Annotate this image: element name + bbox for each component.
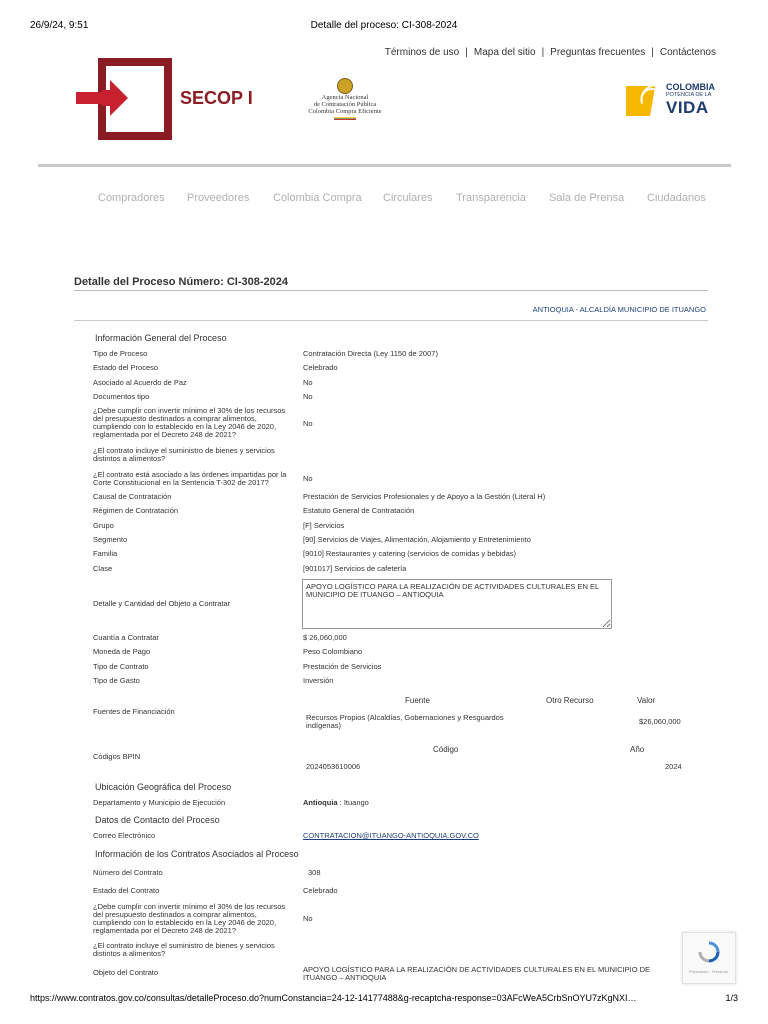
field-label: Causal de Contratación	[93, 492, 172, 501]
field-label: Segmento	[93, 535, 128, 544]
field-label: ¿El contrato incluye el suministro de bienes y servicios distintos a alimentos?	[93, 446, 275, 463]
title-divider	[74, 290, 708, 291]
financiacion-header-otro: Otro Recurso	[546, 696, 594, 705]
colombia-seal-icon	[337, 78, 353, 94]
contratos-section-title: Información de los Contratos Asociados al Proceso	[95, 849, 299, 859]
agency-line-3: Colombia Compra Eficiente	[308, 108, 382, 115]
field-label: Objeto del Contrato	[93, 968, 159, 977]
nav-item-sala-de-prensa[interactable]: Sala de Prensa	[549, 192, 625, 204]
financiacion-fuente: Recursos Propios (Alcaldías, Gobernaciones y Resguardos indígenas)	[306, 713, 504, 730]
contact-link[interactable]: Contáctenos	[659, 47, 716, 58]
field-value: Inversión	[303, 676, 334, 685]
recaptcha-icon	[698, 941, 720, 963]
field-value: $ 26,060,000	[303, 633, 347, 642]
print-datetime: 26/9/24, 9:51	[30, 20, 89, 31]
nav-item-circulares[interactable]: Circulares	[383, 192, 433, 204]
ubicacion-section-title: Ubicación Geográfica del Proceso	[95, 782, 232, 792]
field-value: [90] Servicios de Viajes, Alimentación, Alojamiento y Entretenimiento	[303, 535, 531, 544]
secop-logo[interactable]	[76, 58, 276, 140]
field-value: No	[303, 419, 313, 428]
field-value: No	[303, 914, 313, 923]
field-value: Peso Colombiano	[303, 647, 363, 656]
field-label: Clase	[93, 564, 113, 573]
field-label: Familia	[93, 549, 118, 558]
field-value: Estatuto General de Contratación	[303, 506, 415, 515]
financiacion-label: Fuentes de Financiación	[93, 707, 175, 716]
nav-item-colombia-compra[interactable]: Colombia Compra	[273, 192, 362, 204]
nav-item-ciudadanos[interactable]: Ciudadanos	[647, 192, 706, 204]
ubicacion-dept: Antioquia	[303, 798, 338, 807]
field-label: Moneda de Pago	[93, 647, 151, 656]
recaptcha-badge[interactable]	[682, 932, 736, 984]
field-value: Contratación Directa (Ley 1150 de 2007)	[303, 349, 438, 358]
top-links: Términos de uso | Mapa del sitio | Preguntas frecuentes | Contáctenos	[384, 47, 716, 58]
field-value: No	[303, 474, 313, 483]
bpin-anio: 2024	[665, 762, 682, 771]
financiacion-header-fuente: Fuente	[405, 696, 430, 705]
page-number: 1/3	[725, 993, 738, 1003]
ubicacion-value	[303, 799, 369, 807]
financiacion-header-valor: Valor	[637, 696, 656, 705]
field-value: Prestación de Servicios	[303, 662, 382, 671]
field-label: Asociado al Acuerdo de Paz	[93, 378, 187, 387]
nav-item-proveedores[interactable]: Proveedores	[187, 192, 250, 204]
field-label: Número del Contrato	[93, 868, 163, 877]
field-value: [9010] Restaurantes y catering (servicios de comidas y bebidas)	[303, 549, 517, 558]
field-value: Celebrado	[303, 363, 338, 372]
nav-item-transparencia[interactable]: Transparencia	[456, 192, 526, 204]
bpin-label: Códigos BPIN	[93, 752, 141, 761]
entity-name: ANTIOQUIA - ALCALDÍA MUNICIPIO DE ITUANGO	[532, 305, 706, 314]
objeto-label: Detalle y Cantidad del Objeto a Contratar	[93, 599, 231, 608]
colombia-word: COLOMBIA	[666, 82, 715, 92]
nav-item-compradores[interactable]: Compradores	[98, 192, 165, 204]
field-label: Estado del Proceso	[93, 363, 159, 372]
objeto-textarea[interactable]: APOYO LOGÍSTICO PARA LA REALIZACIÓN DE ACTIVIDADES CULTURALES EN EL MUNICIPIO DE ITUANGO – ANTIOQUIA	[302, 579, 612, 629]
agency-logo	[295, 78, 395, 128]
recaptcha-text: Privacidad - Términos	[689, 969, 728, 974]
field-value: Celebrado	[303, 886, 338, 895]
field-value: [F] Servicios	[303, 521, 345, 530]
bpin-header-codigo: Código	[433, 745, 459, 754]
vida-word: VIDA	[666, 98, 709, 117]
field-label: Tipo de Contrato	[93, 662, 149, 671]
field-value: No	[303, 392, 313, 401]
field-label: Cuantía a Contratar	[93, 633, 159, 642]
field-label: Grupo	[93, 521, 114, 530]
field-label: ¿Debe cumplir con invertir mínimo el 30% de los recursos del presupuesto destinados a comprar alimentos, cumpliendo con lo establecido en la Ley 2046 de 2020, reglamentada por el Decreto 248 de 2021?	[93, 406, 286, 439]
field-label: Tipo de Gasto	[93, 676, 140, 685]
terms-link[interactable]: Términos de uso	[384, 47, 460, 58]
print-title: Detalle del proceso: CI-308-2024	[310, 20, 458, 31]
field-label: Régimen de Contratación	[93, 506, 179, 515]
financiacion-valor: $26,060,000	[639, 717, 681, 726]
ubicacion-label: Departamento y Municipio de Ejecución	[93, 798, 226, 807]
field-label: Documentos tipo	[93, 392, 150, 401]
agency-line-1: Agencia Nacional	[321, 94, 369, 101]
sitemap-link[interactable]: Mapa del sitio	[473, 47, 536, 58]
field-value: Prestación de Servicios Profesionales y de Apoyo a la Gestión (Literal H)	[303, 492, 546, 501]
field-label: Estado del Contrato	[93, 886, 160, 895]
field-label: ¿El contrato está asociado a las órdenes impartidas por la Corte Constitucional en la Sentencia T-302 de 2017?	[93, 470, 287, 487]
contacto-email-link[interactable]: CONTRATACION@ITUANGO-ANTIOQUIA.GOV.CO	[303, 831, 479, 840]
faq-link[interactable]: Preguntas frecuentes	[550, 47, 646, 58]
field-value: 308	[308, 868, 321, 877]
header-divider	[38, 164, 731, 167]
field-value: [901017] Servicios de cafetería	[303, 564, 407, 573]
entity-divider	[74, 320, 708, 321]
ubicacion-muni: : Ituango	[337, 798, 369, 807]
contacto-section-title: Datos de Contacto del Proceso	[95, 815, 220, 825]
field-label: ¿Debe cumplir con invertir mínimo el 30% de los recursos del presupuesto destinados a comprar alimentos, cumpliendo con lo establecido en la Ley 2046 de 2020, reglamentada por el Decreto 248 de 2021?	[93, 902, 286, 935]
general-section-title: Información General del Proceso	[95, 333, 227, 343]
page-title: Detalle del Proceso Número: CI-308-2024	[74, 276, 288, 288]
contacto-label: Correo Electrónico	[93, 831, 156, 840]
field-label: ¿El contrato incluye el suministro de bienes y servicios distintos a alimentos?	[93, 941, 275, 958]
secop-logo-text: SECOP I	[180, 88, 253, 108]
potencia-word: POTENCIA DE LA	[666, 92, 712, 98]
page-url: https://www.contratos.gov.co/consultas/detalleProceso.do?numConstancia=24-12-14177488&g-recaptcha-response=03AFcWeA5CrbSnOYU7zKgNXI…	[30, 993, 637, 1003]
flag-stripe	[334, 117, 356, 120]
bpin-header-anio: Año	[630, 745, 645, 754]
field-value: APOYO LOGÍSTICO PARA LA REALIZACIÓN DE ACTIVIDADES CULTURALES EN EL MUNICIPIO DE ITUANGO – ANTIOQUIA	[303, 965, 651, 982]
colombia-sun-icon	[626, 82, 660, 118]
colombia-vida-logo	[626, 80, 720, 120]
field-value: No	[303, 378, 313, 387]
bpin-codigo: 2024053610006	[306, 762, 361, 771]
field-label: Tipo de Proceso	[93, 349, 148, 358]
agency-line-2: de Contratación Pública	[313, 101, 377, 108]
